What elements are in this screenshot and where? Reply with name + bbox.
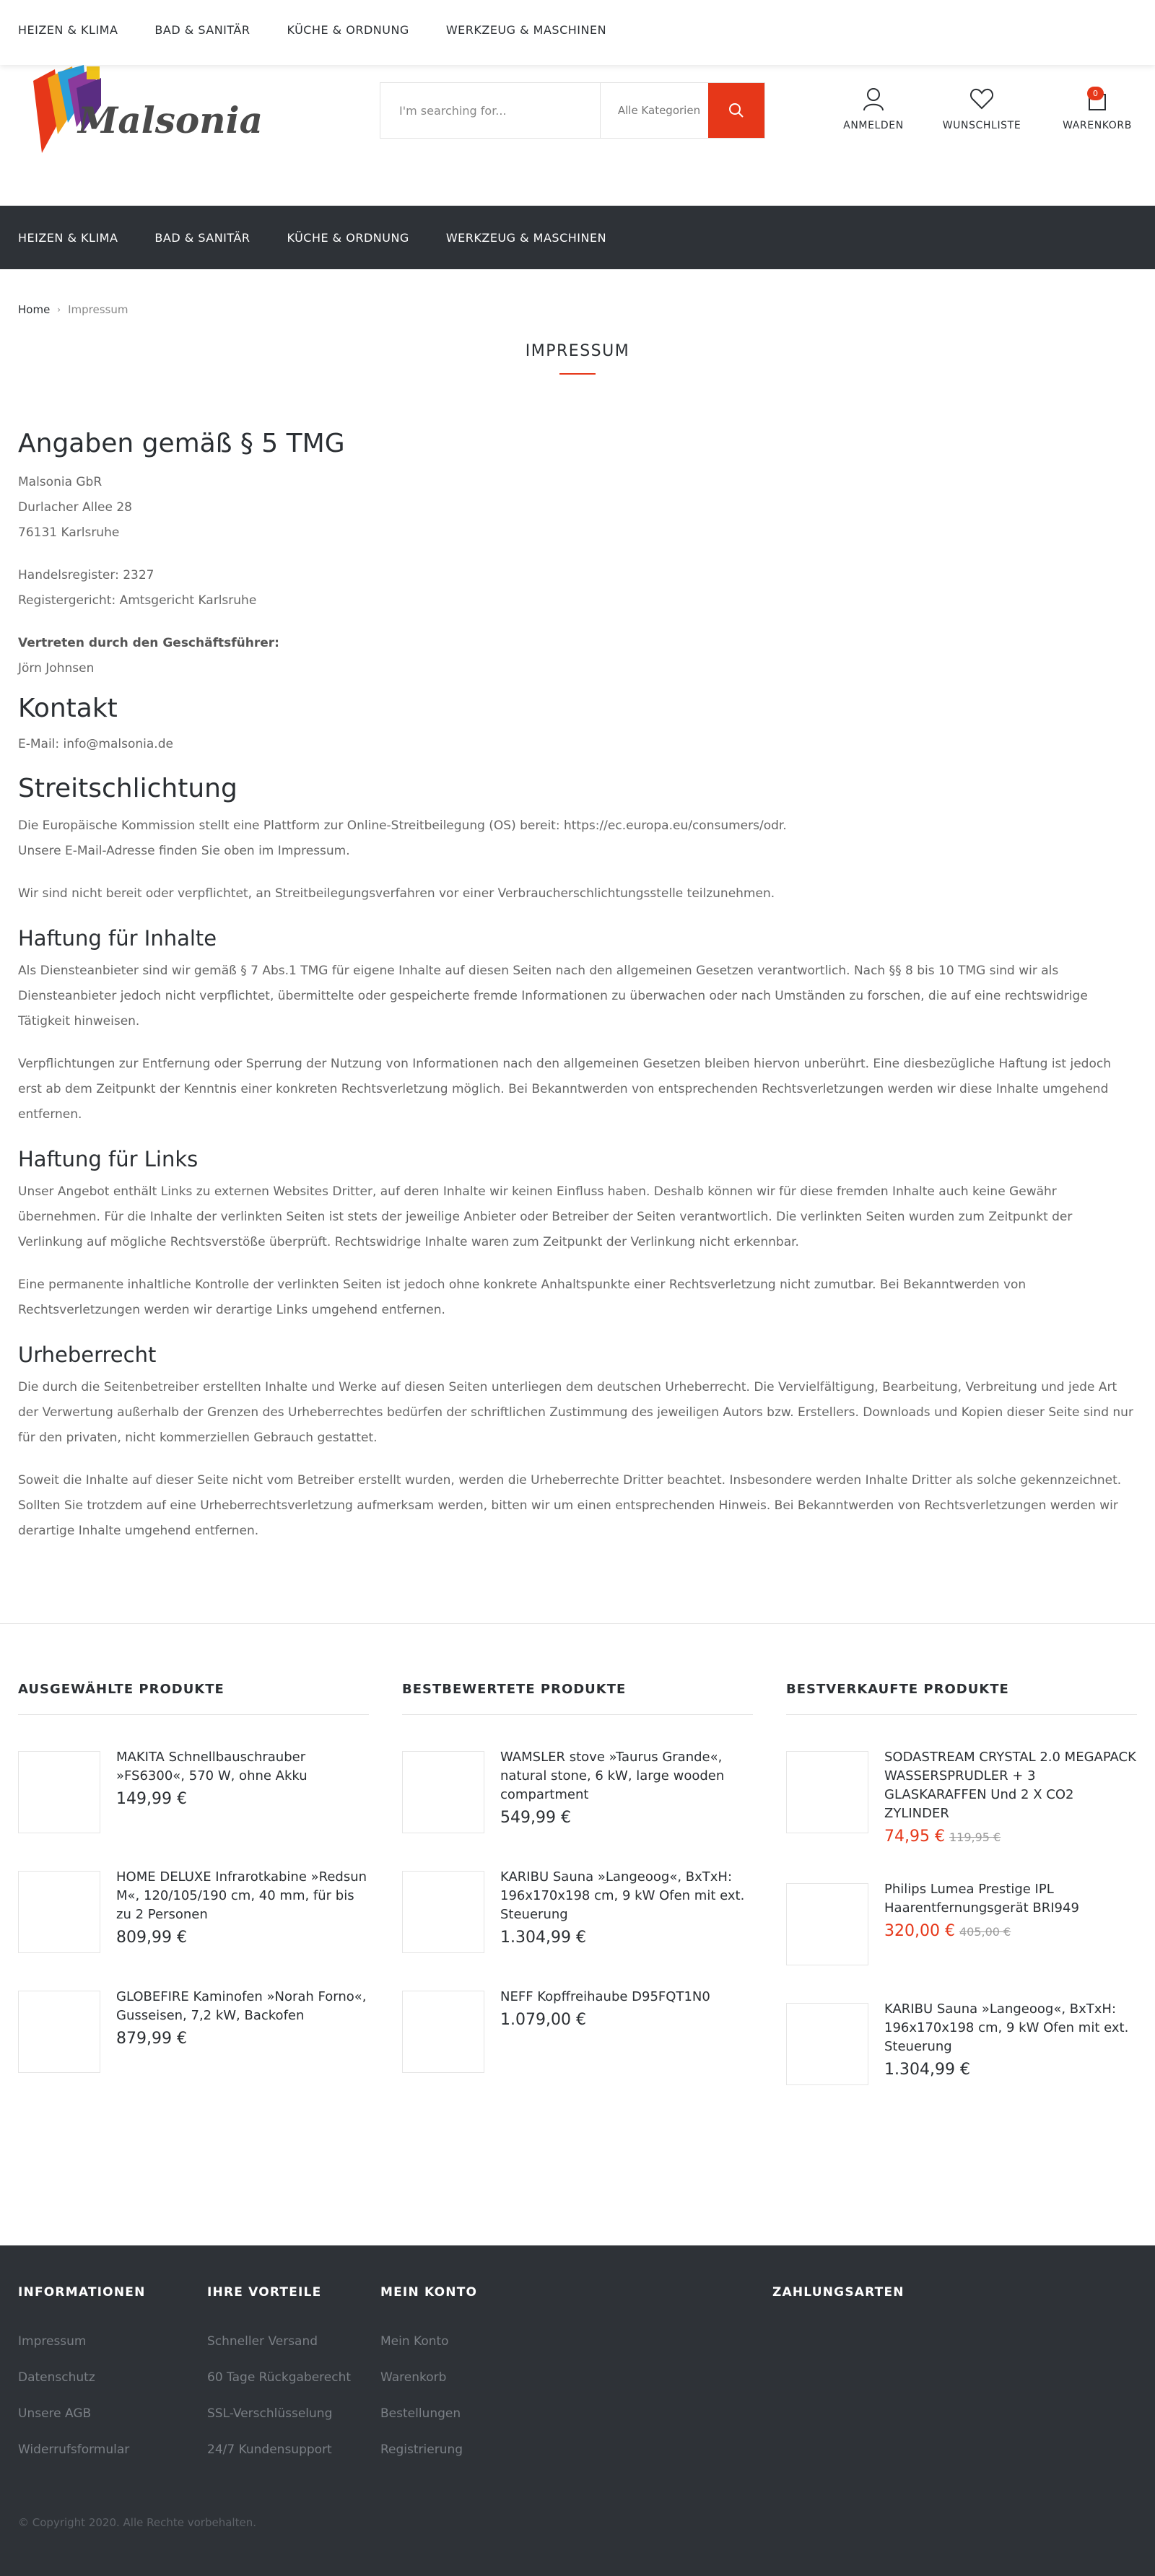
footer: [0, 2245, 1155, 2576]
heading-angaben: Angaben gemäß § 5 TMG: [18, 429, 345, 458]
brand-logo[interactable]: [26, 65, 271, 166]
header: [0, 65, 1155, 206]
product-item[interactable]: [18, 1868, 369, 1953]
representative-name: Jörn Johnsen: [18, 661, 95, 676]
product-item[interactable]: [786, 1880, 1137, 1965]
product-price: 879,99 €: [116, 2030, 187, 2048]
footer-link[interactable]: SSL-Verschlüsselung: [207, 2406, 333, 2421]
footer-link[interactable]: Registrierung: [380, 2442, 463, 2457]
main-nav: [0, 206, 1155, 269]
product-item[interactable]: [18, 1988, 369, 2073]
product-thumbnail[interactable]: [18, 1751, 100, 1833]
paragraph: Eine permanente inhaltliche Kontrolle der verlinkten Seiten ist jedoch ohne konkrete Anhaltspunkte einer Rechtsverletzung nicht zumutbar. Bei Bekanntwerden von Rechtsverletzungen werden wir derartige Links umgehend entfernen.: [18, 1278, 1027, 1317]
footer-link[interactable]: 24/7 Kundensupport: [207, 2442, 332, 2457]
top-nav-heizen[interactable]: HEIZEN & KLIMA: [18, 23, 118, 37]
product-price: 1.079,00 €: [500, 2011, 586, 2029]
footer-link[interactable]: Mein Konto: [380, 2334, 449, 2349]
main-nav-heizen[interactable]: HEIZEN & KLIMA: [18, 230, 118, 245]
product-old-price: 119,95 €: [949, 1830, 1001, 1844]
product-old-price: 405,00 €: [959, 1925, 1011, 1939]
product-name[interactable]: SODASTREAM CRYSTAL 2.0 MEGAPACK WASSERSPRUDLER + 3 GLASKARAFFEN Und 2 X CO2 ZYLINDER: [884, 1750, 1136, 1821]
top-nav-kueche[interactable]: KÜCHE & ORDNUNG: [287, 23, 409, 37]
product-name[interactable]: WAMSLER stove »Taurus Grande«, natural stone, 6 kW, large wooden compartment: [500, 1750, 725, 1802]
top-nav: [0, 0, 1155, 37]
product-sale-price: 320,00 €: [884, 1922, 955, 1940]
footer-link[interactable]: Bestellungen: [380, 2406, 461, 2421]
footer-col-konto: [380, 2285, 477, 2468]
product-sale-price: 74,95 €: [884, 1828, 945, 1846]
cart-label: WARENKORB: [1063, 120, 1132, 131]
product-thumbnail[interactable]: [402, 1871, 484, 1953]
paragraph: Unsere E-Mail-Adresse finden Sie oben im Impressum.: [18, 844, 350, 858]
paragraph: Als Diensteanbieter sind wir gemäß § 7 Abs.1 TMG für eigene Inhalte auf diesen Seiten nach den allgemeinen Gesetzen verantwortlich. Nach §§ 8 bis 10 TMG sind wir als Diensteanbieter jedoch nicht verpflichtet, übermittelte oder gespeicherte fremde Informationen zu überwachen oder nach Umständen zu forschen, die auf eine rechtswidrige Tätigkeit hinweisen.: [18, 964, 1088, 1029]
main-nav-bad[interactable]: BAD & SANITÄR: [154, 230, 250, 245]
footer-heading: INFORMATIONEN: [18, 2285, 146, 2300]
section-divider: [0, 1623, 1155, 1624]
widget-bestsellers: [786, 1682, 1137, 2085]
top-nav-werkzeug[interactable]: WERKZEUG & MASCHINEN: [445, 23, 607, 37]
address-line: 76131 Karlsruhe: [18, 525, 120, 540]
paragraph: Die Europäische Kommission stellt eine Plattform zur Online-Streitbeilegung (OS) bereit: https://ec.europa.eu/consumers/odr.: [18, 818, 787, 833]
breadcrumb: [0, 269, 1155, 316]
footer-heading: MEIN KONTO: [380, 2285, 478, 2300]
chevron-right-icon: ›: [57, 305, 61, 315]
top-nav-bad[interactable]: BAD & SANITÄR: [154, 23, 250, 37]
heading-streitschlichtung: Streitschlichtung: [18, 774, 237, 803]
search-icon: [728, 102, 745, 119]
product-name[interactable]: MAKITA Schnellbauschrauber »FS6300«, 570 W, ohne Akku: [116, 1750, 308, 1783]
paragraph: Verpflichtungen zur Entfernung oder Sperrung der Nutzung von Informationen nach den allgemeinen Gesetzen bleiben hiervon unberührt. Eine diesbezügliche Haftung ist jedoch erst ab dem Zeitpunkt der Kenntnis einer konkreten Rechtsverletzung möglich. Bei Bekanntwerden von entsprechenden Rechtsverletzungen werden wir diese Inhalte umgehend entfernen.: [18, 1057, 1111, 1122]
heading-haftung-links: Haftung für Links: [18, 1147, 199, 1171]
address-line: Malsonia GbR: [18, 475, 103, 489]
widget-title: AUSGEWÄHLTE PRODUKTE: [18, 1682, 369, 1715]
product-thumbnail[interactable]: [786, 1751, 868, 1833]
paragraph: Wir sind nicht bereit oder verpflichtet, an Streitbeilegungsverfahren vor einer Verbraucherschlichtungsstelle teilzunehmen.: [18, 886, 775, 901]
product-price: 149,99 €: [116, 1790, 187, 1808]
address-line: Durlacher Allee 28: [18, 500, 132, 515]
product-name[interactable]: NEFF Kopffreihaube D95FQT1N0: [500, 1989, 710, 2004]
footer-link[interactable]: Unsere AGB: [18, 2406, 92, 2421]
product-thumbnail[interactable]: [18, 1991, 100, 2073]
product-item[interactable]: [18, 1748, 369, 1833]
product-name[interactable]: Philips Lumea Prestige IPL Haarentfernungsgerät BRI949: [884, 1882, 1079, 1916]
product-name[interactable]: GLOBEFIRE Kaminofen »Norah Forno«, Gusseisen, 7,2 kW, Backofen: [116, 1989, 367, 2023]
login-button[interactable]: [823, 87, 924, 131]
search-button[interactable]: [708, 83, 764, 138]
heading-kontakt: Kontakt: [18, 694, 118, 723]
product-thumbnail[interactable]: [402, 1991, 484, 2073]
product-item[interactable]: [402, 1988, 753, 2073]
svg-text:Malsonia: Malsonia: [78, 99, 263, 141]
product-name[interactable]: KARIBU Sauna »Langeoog«, BxTxH: 196x170x198 cm, 9 kW Ofen mit ext. Steuerung: [500, 1869, 745, 1922]
widget-title: BESTVERKAUFTE PRODUKTE: [786, 1682, 1137, 1715]
page-title: IMPRESSUM: [525, 342, 630, 360]
contact-email[interactable]: E-Mail: info@malsonia.de: [18, 737, 173, 751]
product-name[interactable]: HOME DELUXE Infrarotkabine »Redsun M«, 120/105/190 cm, 40 mm, für bis zu 2 Personen: [116, 1869, 367, 1922]
product-item[interactable]: [786, 2000, 1137, 2085]
product-thumbnail[interactable]: [18, 1871, 100, 1953]
footer-link[interactable]: Widerrufsformular: [18, 2442, 130, 2457]
breadcrumb-home[interactable]: Home: [18, 303, 51, 316]
cart-count-badge: 0: [1087, 87, 1104, 100]
product-price: 1.304,99 €: [884, 2061, 970, 2079]
product-price: 549,99 €: [500, 1809, 571, 1827]
logo-graphic: [26, 65, 271, 166]
paragraph: Unser Angebot enthält Links zu externen Websites Dritter, auf deren Inhalte wir keinen Einfluss haben. Deshalb können wir für diese fremden Inhalte auch keine Gewähr übernehmen. Für die Inhalte der verlinkten Seiten ist stets der jeweilige Anbieter oder Betreiber der Seiten verantwortlich. Die verlinkten Seiten wurden zum Zeitpunkt der Verlinkung auf mögliche Rechtsverstöße überprüft. Rechtswidrige Inhalte waren zum Zeitpunkt der Verlinkung nicht erkennbar.: [18, 1184, 1073, 1249]
product-thumbnail[interactable]: [402, 1751, 484, 1833]
heading-haftung-inhalte: Haftung für Inhalte: [18, 926, 217, 951]
footer-link[interactable]: Warenkorb: [380, 2370, 447, 2385]
paragraph: Die durch die Seitenbetreiber erstellten Inhalte und Werke auf diesen Seiten unterliegen dem deutschen Urheberrecht. Die Vervielfältigung, Bearbeitung, Verbreitung und jede Art der Verwertung außerhalb der Grenzen des Urheberrechtes bedürfen der schriftlichen Zustimmung des jeweiligen Autors bzw. Erstellers. Downloads und Kopien dieser Seite sind nur für den privaten, nicht kommerziellen Gebrauch gestattet.: [18, 1380, 1133, 1445]
wishlist-button[interactable]: [924, 87, 1040, 131]
widget-top-rated: [402, 1682, 753, 2085]
header-actions: [823, 87, 1155, 131]
cart-button[interactable]: [1040, 87, 1155, 131]
copyright: © Copyright 2020. Alle Rechte vorbehalten.: [18, 2516, 256, 2529]
register-line: Registergericht: Amtsgericht Karlsruhe: [18, 593, 257, 608]
widget-featured: [18, 1682, 369, 2085]
product-name[interactable]: KARIBU Sauna »Langeoog«, BxTxH: 196x170x198 cm, 9 kW Ofen mit ext. Steuerung: [884, 2001, 1129, 2054]
main-nav-werkzeug[interactable]: WERKZEUG & MASCHINEN: [445, 230, 607, 245]
widget-title: BESTBEWERTETE PRODUKTE: [402, 1682, 753, 1715]
product-item[interactable]: [786, 1748, 1137, 1846]
product-widgets: [0, 1682, 1155, 2085]
title-underline: [559, 373, 596, 375]
footer-link[interactable]: 60 Tage Rückgaberecht: [207, 2370, 352, 2385]
footer-link[interactable]: Schneller Versand: [207, 2334, 318, 2349]
login-label: ANMELDEN: [843, 120, 904, 131]
representative-label: Vertreten durch den Geschäftsführer:: [18, 636, 279, 650]
heading-urheberrecht: Urheberrecht: [18, 1342, 157, 1367]
category-select[interactable]: Alle Kategorien: [617, 104, 701, 117]
product-price: 1.304,99 €: [500, 1929, 586, 1947]
wishlist-label: WUNSCHLISTE: [942, 120, 1021, 131]
footer-heading: IHRE VORTEILE: [207, 2285, 322, 2300]
register-line: Handelsregister: 2327: [18, 568, 154, 582]
product-item[interactable]: [402, 1748, 753, 1833]
product-thumbnail[interactable]: [786, 1883, 868, 1965]
user-icon: [862, 87, 885, 111]
main-nav-kueche[interactable]: KÜCHE & ORDNUNG: [287, 230, 409, 245]
product-item[interactable]: [402, 1868, 753, 1953]
paragraph: Soweit die Inhalte auf dieser Seite nicht vom Betreiber erstellt wurden, werden die Urheberrechte Dritter beachtet. Insbesondere werden Inhalte Dritter als solche gekennzeichnet. Sollten Sie trotzdem auf eine Urheberrechtsverletzung aufmerksam werden, bitten wir um einen entsprechenden Hinweis. Bei Bekanntwerden von Rechtsverletzungen werden wir derartige Inhalte umgehend entfernen.: [18, 1473, 1122, 1538]
footer-col-informationen: [18, 2285, 146, 2468]
footer-link[interactable]: Impressum: [18, 2334, 87, 2349]
breadcrumb-current: Impressum: [68, 303, 128, 316]
impressum-content: [0, 428, 1155, 1544]
search-bar: [380, 82, 765, 139]
top-bar: [0, 0, 1155, 65]
product-price: 809,99 €: [116, 1929, 187, 1947]
footer-heading: ZAHLUNGSARTEN: [772, 2285, 905, 2300]
heart-icon: [969, 87, 994, 111]
search-input[interactable]: [380, 83, 601, 138]
product-thumbnail[interactable]: [786, 2003, 868, 2085]
footer-link[interactable]: Datenschutz: [18, 2370, 95, 2385]
footer-col-zahlungsarten: [772, 2285, 905, 2300]
footer-col-vorteile: [207, 2285, 351, 2468]
